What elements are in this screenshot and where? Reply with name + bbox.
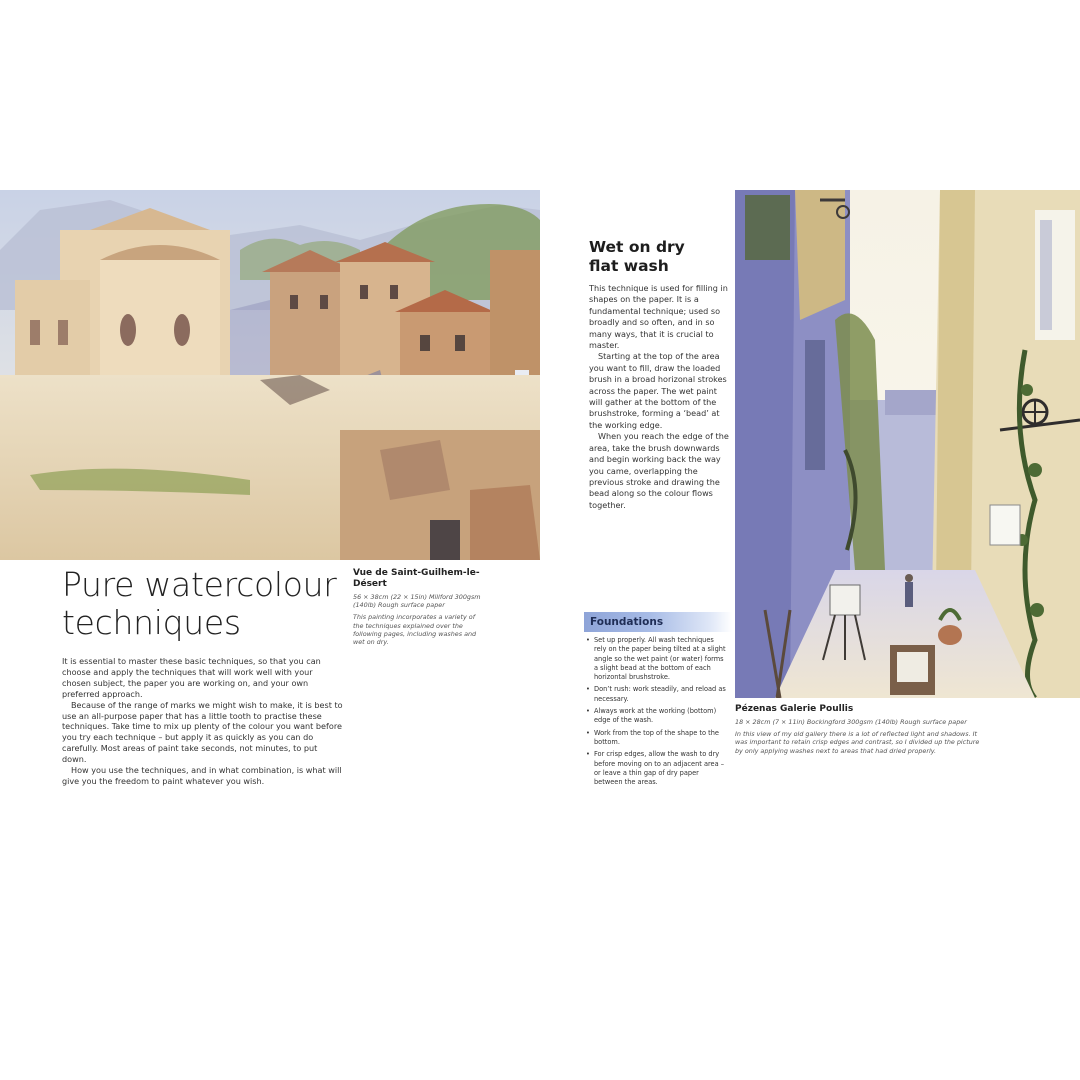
body-paragraph: How you use the techniques, and in what combination, is what will give you the freedom to paint whatever you wish. [62, 765, 342, 786]
caption-spec: 18 × 28cm (7 × 11in) Bockingford 300gsm (140lb) Rough surface paper [735, 718, 967, 726]
foundations-list [586, 636, 726, 790]
caption-note: In this view of my old gallery there is a lot of reflected light and shadows. It was important to retain crisp edges and contrast, so I divided up the picture by only applying washes next to areas that had dried properly. [735, 730, 980, 755]
foundations-item: • Always work at the working (bottom) edge of the wash. [586, 707, 726, 726]
intro-body-text [62, 656, 344, 787]
body-paragraph: Starting at the top of the area you want to fill, draw the loaded brush in a broad horizonal strokes across the paper. The wet paint will gather at the bottom of the brushstroke, forming a ‘bead’ at the working edge. [589, 351, 727, 430]
painting-saint-guilhem [0, 190, 540, 560]
painting-pezenas-galerie [735, 190, 1080, 698]
foundations-title: Foundations [590, 616, 664, 628]
painting-caption-right [735, 704, 985, 755]
foundations-item: • Don’t rush: work steadily, and reload as necessary. [586, 685, 726, 704]
foundations-item: • For crisp edges, allow the wash to dry before moving on to an adjacent area – or leave a thin gap of dry paper between the areas. [586, 750, 726, 787]
wet-on-dry-body-text [589, 283, 731, 511]
page-title: Pure watercolour techniques [62, 565, 337, 642]
caption-title: Vue de Saint-Guilhem-le-Désert [353, 568, 480, 589]
caption-title: Pézenas Galerie Poullis [735, 704, 854, 714]
body-paragraph: Because of the range of marks we might wish to make, it is best to use an all-purpose paper that has a little tooth to practise these techniques. Take time to mix up plenty of the colour you want before you try each technique – but apply it as quickly as you can do carefully. Most areas of paint take seconds, not minutes, to put down. [62, 699, 343, 765]
body-paragraph: It is essential to master these basic techniques, so that you can choose and apply the techniques that will work well with your chosen subject, the paper you are working on, and your own preferred approach. [62, 656, 321, 699]
street-watercolour-illustration [735, 190, 1080, 698]
caption-spec: 56 × 38cm (22 × 15in) Millford 300gsm (140lb) Rough surface paper [353, 593, 481, 610]
painting-caption-left [353, 568, 483, 646]
foundations-item: • Set up properly. All wash techniques rely on the paper being tilted at a slight angle so the wet paint (or water) forms a slight bead at the bottom of each horizontal brushstroke. [586, 636, 726, 682]
foundations-item: • Work from the top of the shape to the bottom. [586, 729, 726, 748]
village-watercolour-illustration [0, 190, 540, 560]
body-paragraph: This technique is used for filling in shapes on the paper. It is a fundamental technique; used so broadly and so often, and in so many ways, that it is crucial to master. [589, 283, 728, 351]
caption-note: This painting incorporates a variety of the techniques explained over the following pages, including washes and wet on dry. [353, 613, 477, 647]
foundations-header [584, 612, 732, 632]
section-heading-line: flat wash [589, 257, 669, 275]
section-heading [589, 238, 729, 276]
body-paragraph: When you reach the edge of the area, take the brush downwards and begin working back the way you came, overlapping the previous stroke and drawing the bead along so the colour flows together. [589, 431, 729, 510]
section-heading-line: Wet on dry [589, 238, 685, 256]
